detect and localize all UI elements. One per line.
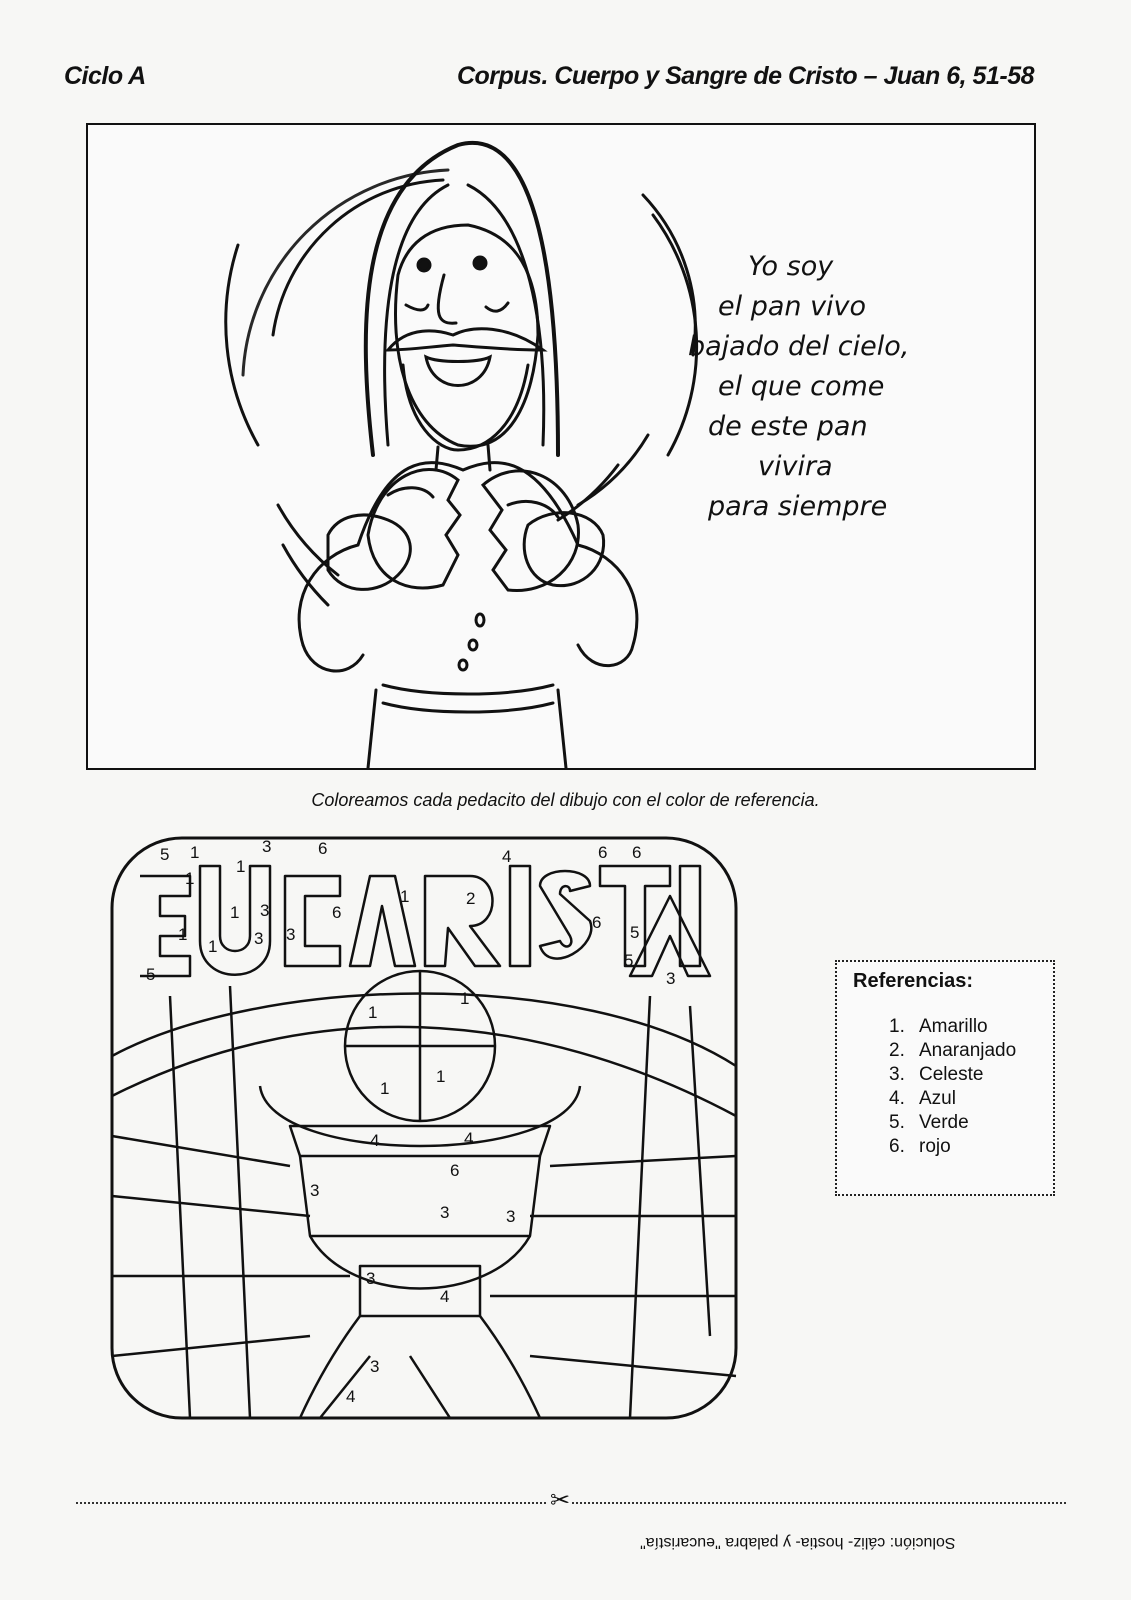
region-number: 1 — [208, 937, 218, 956]
verse-line: de este pan — [708, 411, 868, 442]
verse-text — [688, 247, 1036, 527]
region-number: 1 — [185, 869, 195, 888]
region-number: 3 — [262, 837, 272, 856]
region-number: 3 — [254, 929, 264, 948]
reference-number: 2. — [889, 1040, 905, 1061]
reference-color: Celeste — [919, 1064, 984, 1085]
region-number: 5 — [624, 951, 634, 970]
references-title: Referencias: — [853, 970, 974, 992]
region-number: 5 — [630, 923, 640, 942]
references-list — [853, 1015, 1053, 1159]
verse-line: bajado del cielo, — [688, 331, 910, 362]
region-number: 3 — [440, 1203, 450, 1222]
color-by-number-puzzle — [110, 836, 740, 1422]
region-number: 1 — [236, 857, 246, 876]
reference-color: Azul — [919, 1088, 956, 1109]
region-number: 3 — [286, 925, 296, 944]
region-number: 5 — [160, 845, 170, 864]
reference-item — [853, 1063, 1053, 1087]
region-number: 1 — [400, 887, 410, 906]
region-number: 3 — [506, 1207, 516, 1226]
region-number: 6 — [450, 1161, 460, 1180]
region-number: 1 — [230, 903, 240, 922]
region-number: 5 — [146, 965, 156, 984]
page-title: Corpus. Cuerpo y Sangre de Cristo – Juan 6, 51-58 — [456, 62, 1034, 90]
verse-line: para siempre — [708, 491, 888, 522]
region-number: 3 — [310, 1181, 320, 1200]
illustration-frame — [86, 123, 1036, 770]
region-number: 4 — [464, 1129, 474, 1148]
verse-line: el que come — [718, 371, 885, 402]
reference-number: 3. — [889, 1064, 905, 1085]
reference-number: 6. — [889, 1136, 905, 1157]
region-number: 1 — [178, 925, 188, 944]
region-number: 1 — [190, 843, 200, 862]
region-number: 4 — [440, 1287, 450, 1306]
cycle-label: Ciclo A — [64, 62, 146, 90]
reference-color: rojo — [919, 1136, 951, 1157]
verse-line: el pan vivo — [718, 291, 867, 322]
region-number: 4 — [502, 847, 512, 866]
region-number: 3 — [370, 1357, 380, 1376]
region-number: 4 — [370, 1131, 380, 1150]
verse-line: Yo soy — [748, 251, 834, 282]
reference-item — [853, 1135, 1053, 1159]
reference-number: 1. — [889, 1016, 905, 1037]
reference-item — [853, 1039, 1053, 1063]
upside-down-solution: Solución: cáliz- hostia- y palabra "eucaristía" — [640, 1534, 956, 1551]
reference-number: 5. — [889, 1112, 905, 1133]
region-number: 1 — [380, 1079, 390, 1098]
reference-color: Amarillo — [919, 1016, 988, 1037]
region-number: 1 — [460, 989, 470, 1008]
region-number: 3 — [366, 1269, 376, 1288]
region-number: 6 — [598, 843, 608, 862]
region-number: 6 — [332, 903, 342, 922]
reference-color: Verde — [919, 1112, 969, 1133]
color-references-box — [835, 960, 1055, 1196]
reference-number: 4. — [889, 1088, 905, 1109]
reference-color: Anaranjado — [919, 1040, 1017, 1061]
region-number: 1 — [436, 1067, 446, 1086]
coloring-instructions: Coloreamos cada pedacito del dibujo con el color de referencia. — [311, 790, 820, 810]
reference-item — [853, 1015, 1053, 1039]
region-number: 3 — [260, 901, 270, 920]
region-number: 1 — [368, 1003, 378, 1022]
region-number: 2 — [466, 889, 476, 908]
region-number: 6 — [632, 843, 642, 862]
region-number: 3 — [666, 969, 676, 988]
region-number: 4 — [346, 1387, 356, 1406]
reference-item — [853, 1111, 1053, 1135]
reference-item — [853, 1087, 1053, 1111]
region-number: 6 — [592, 913, 602, 932]
region-number: 6 — [318, 839, 328, 858]
scissors-icon: ✂ — [550, 1487, 571, 1514]
verse-line: vivira — [758, 451, 833, 482]
